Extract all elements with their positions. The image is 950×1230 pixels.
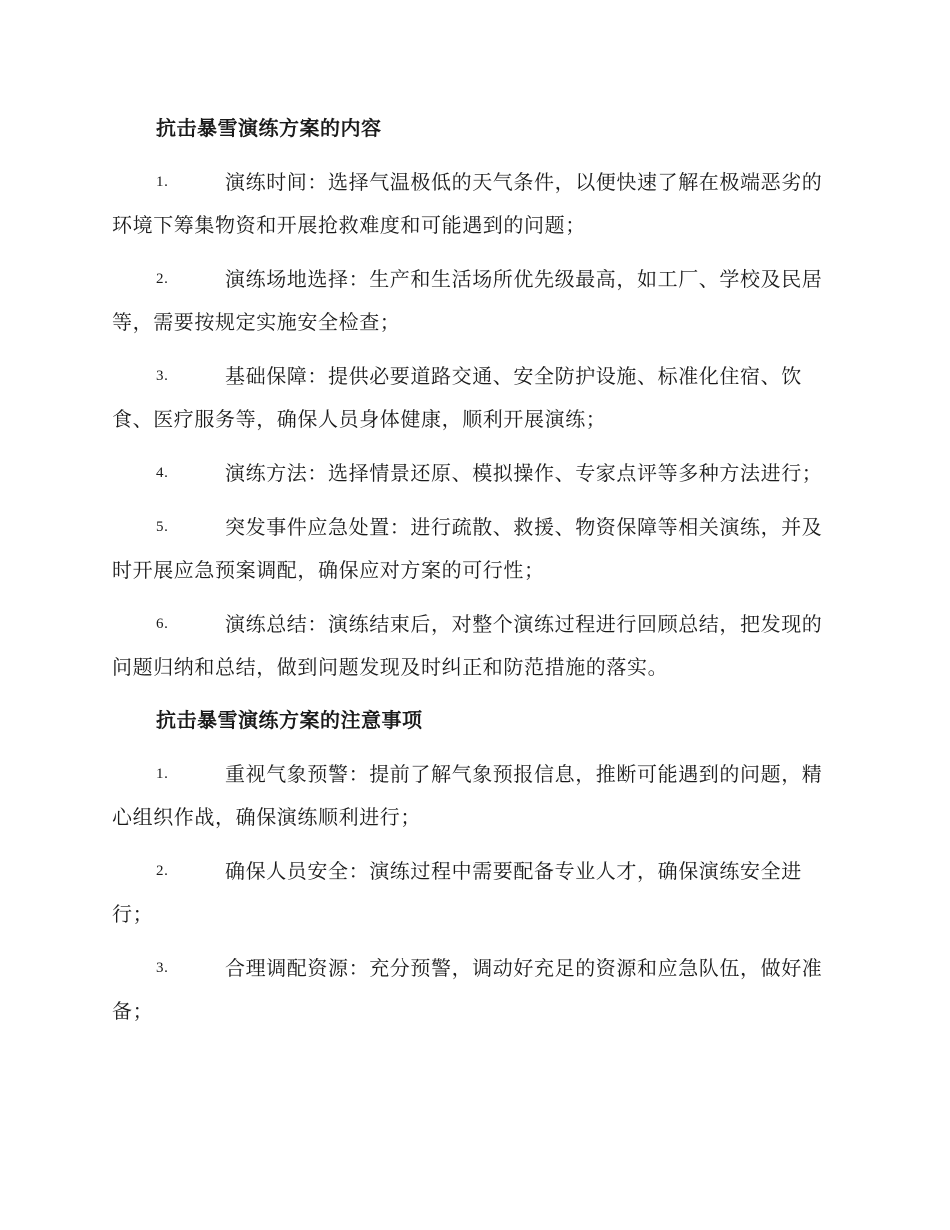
item-text: 基础保障：提供必要道路交通、安全防护设施、标准化住宿、饮食、医疗服务等，确保人员身体健康，顺利开展演练； [112, 364, 802, 431]
section-precautions [112, 705, 832, 1033]
item-text: 演练时间：选择气温极低的天气条件，以便快速了解在极端恶劣的环境下筹集物资和开展抢救难度和可能遇到的问题； [112, 170, 823, 237]
precautions-list [112, 753, 832, 1033]
item-number: 1. [156, 174, 169, 190]
item-number: 2. [156, 863, 169, 879]
item-text: 演练方法：选择情景还原、模拟操作、专家点评等多种方法进行； [225, 461, 823, 485]
list-item [112, 947, 832, 1033]
list-item [112, 850, 832, 936]
list-item [112, 452, 832, 495]
item-number: 3. [156, 960, 169, 976]
item-number: 5. [156, 519, 169, 535]
list-item [112, 161, 832, 247]
list-item [112, 603, 832, 689]
list-item [112, 506, 832, 592]
item-text: 重视气象预警：提前了解气象预报信息，推断可能遇到的问题，精心组织作战，确保演练顺利进行； [112, 762, 823, 829]
item-text: 突发事件应急处置：进行疏散、救援、物资保障等相关演练，并及时开展应急预案调配，确保应对方案的可行性； [112, 515, 823, 582]
item-number: 2. [156, 271, 169, 287]
item-number: 1. [156, 766, 169, 782]
section-heading: 抗击暴雪演练方案的注意事项 [156, 708, 423, 732]
content-list [112, 161, 832, 689]
item-text: 合理调配资源：充分预警，调动好充足的资源和应急队伍，做好准备； [112, 956, 823, 1023]
item-number: 4. [156, 465, 169, 481]
item-text: 演练总结：演练结束后，对整个演练过程进行回顾总结，把发现的问题归纳和总结，做到问题发现及时纠正和防范措施的落实。 [112, 612, 823, 679]
list-item [112, 355, 832, 441]
item-text: 确保人员安全：演练过程中需要配备专业人才，确保演练安全进行； [112, 859, 802, 926]
section-content [112, 113, 832, 689]
list-item [112, 258, 832, 344]
item-number: 6. [156, 616, 169, 632]
item-text: 演练场地选择：生产和生活场所优先级最高，如工厂、学校及民居等，需要按规定实施安全检查； [112, 267, 823, 334]
list-item [112, 753, 832, 839]
item-number: 3. [156, 368, 169, 384]
section-heading: 抗击暴雪演练方案的内容 [156, 116, 382, 140]
